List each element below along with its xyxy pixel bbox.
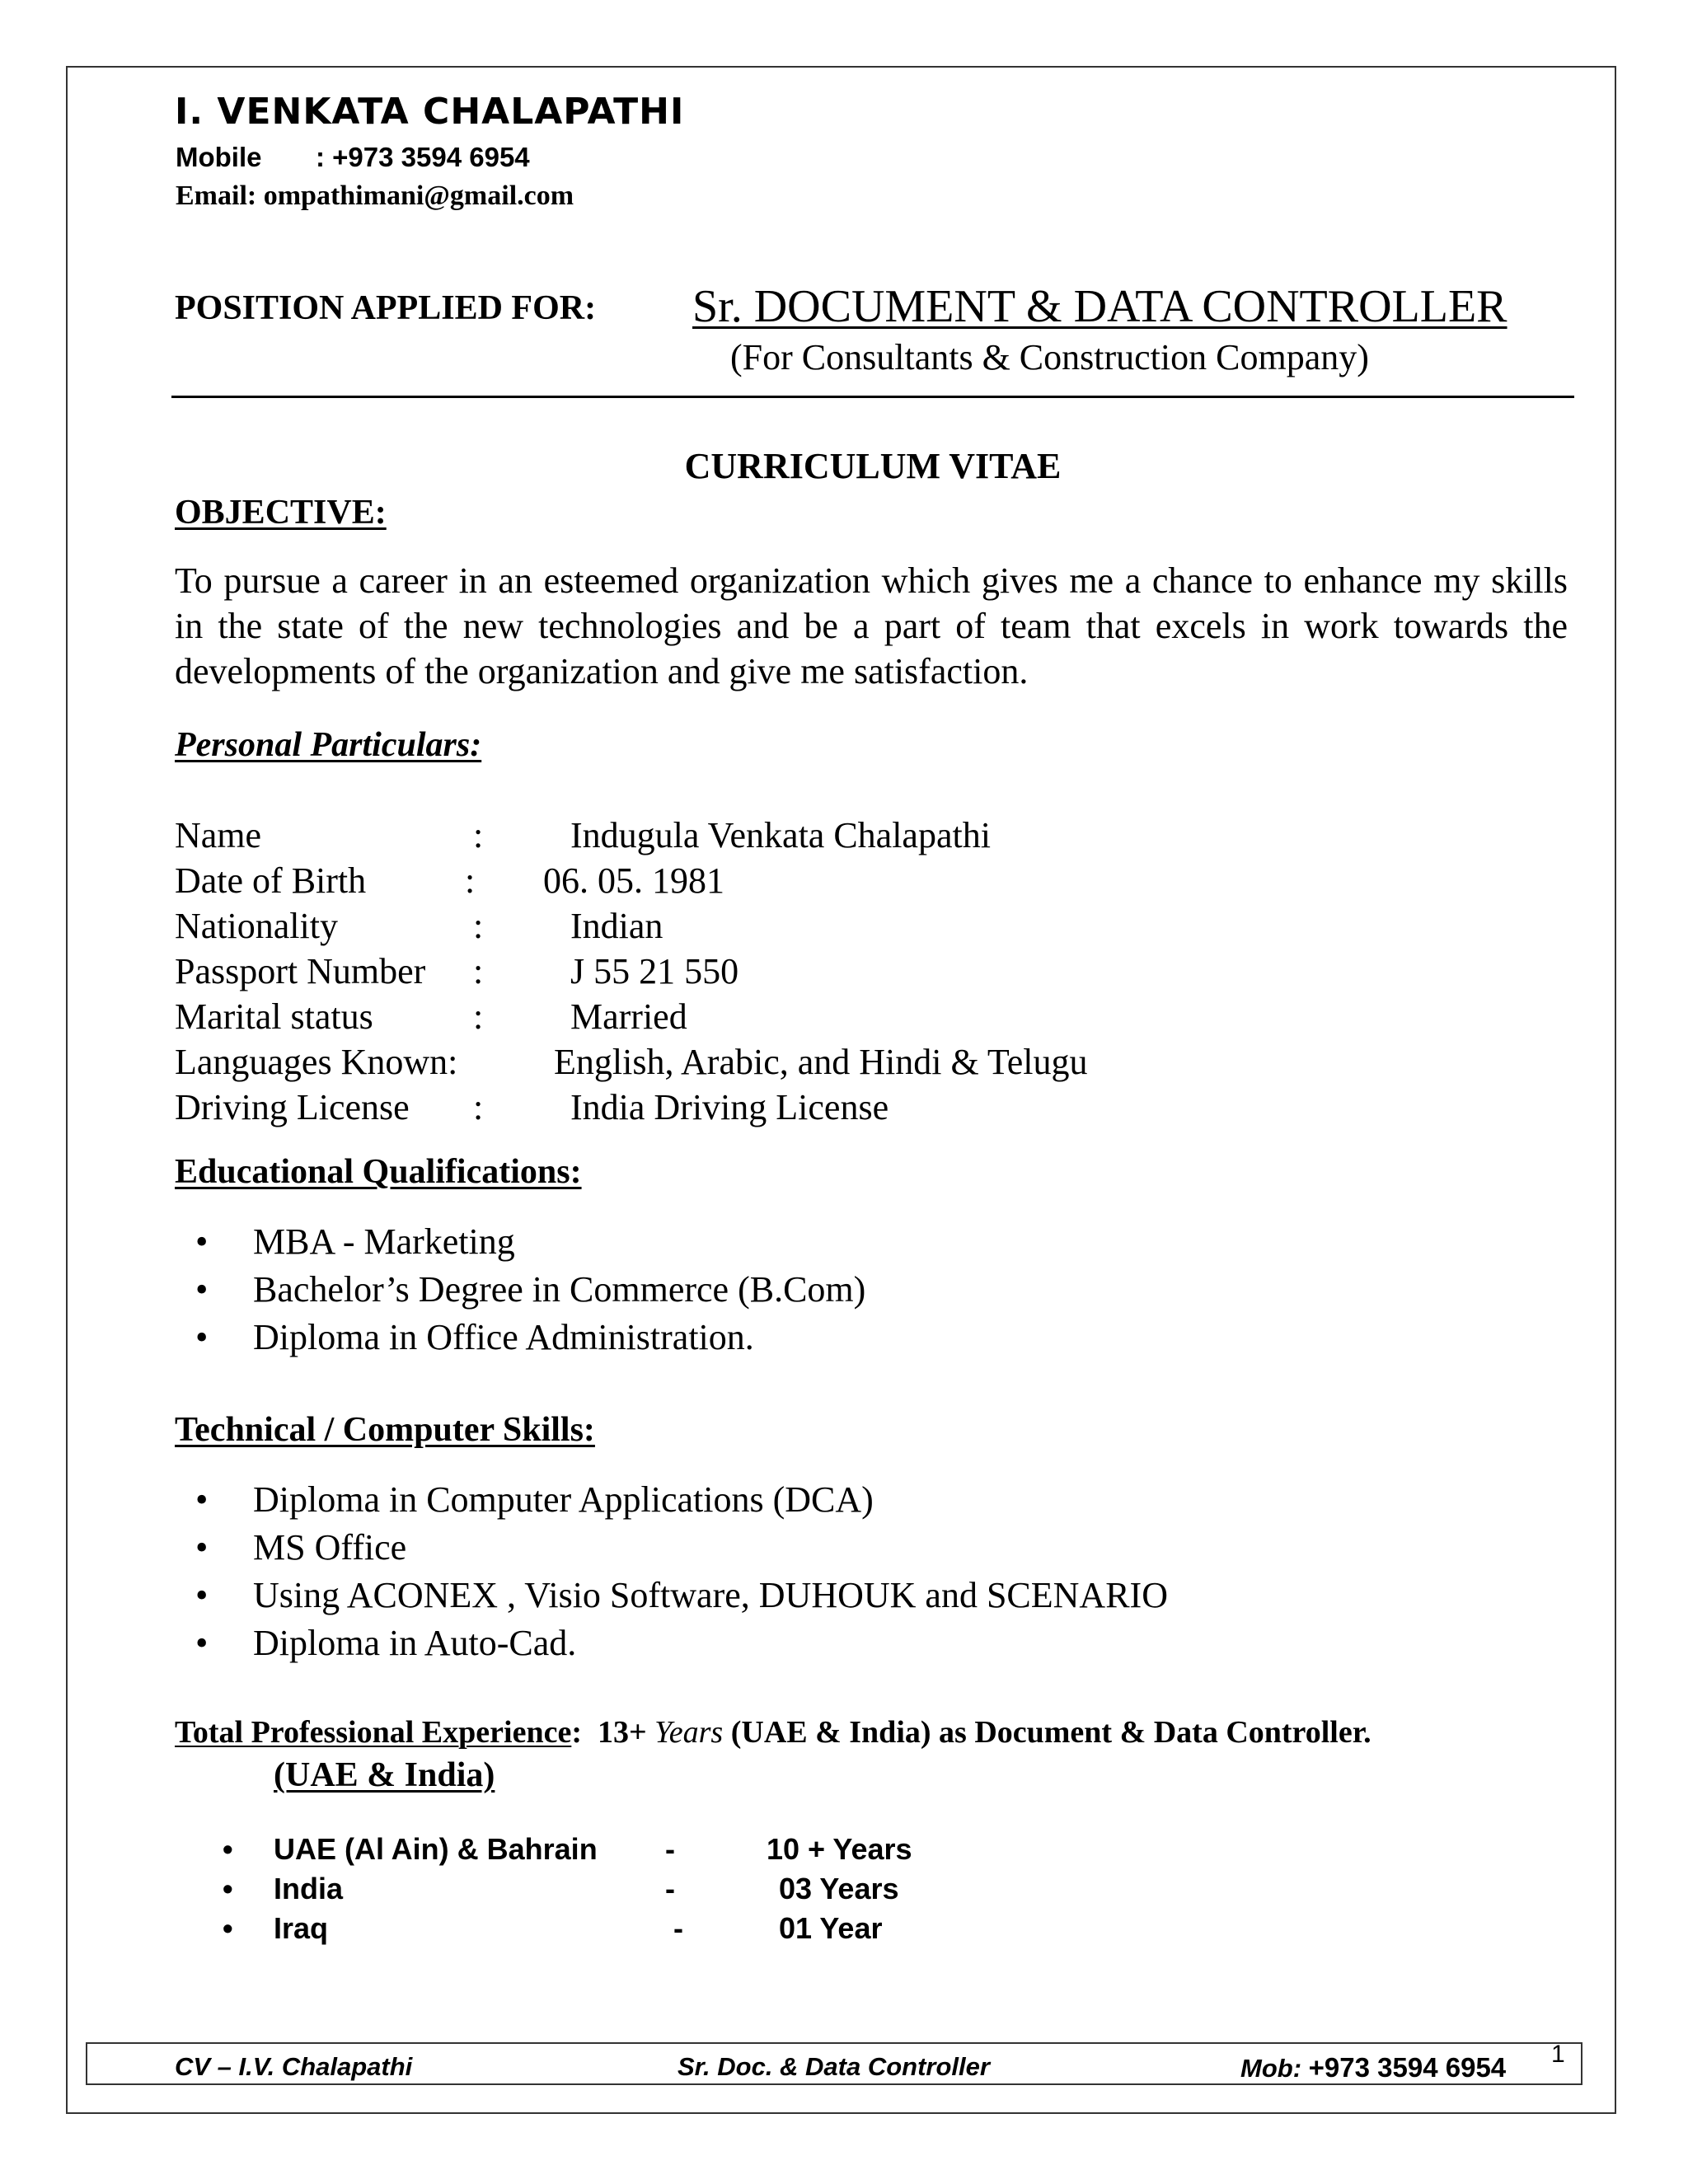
personal-label: Date of Birth xyxy=(175,860,367,901)
footer-mob-number: +973 3594 6954 xyxy=(1308,2052,1507,2083)
personal-colon: : xyxy=(465,860,476,901)
personal-colon: : xyxy=(473,951,484,991)
experience-duration: 01 Year xyxy=(779,1911,883,1945)
personal-heading: Personal Particulars: xyxy=(175,726,482,764)
bullet-icon: • xyxy=(223,1832,233,1866)
personal-colon: : xyxy=(473,906,484,946)
list-item: • MS Office xyxy=(175,1524,1168,1572)
personal-value: Indugula Venkata Chalapathi xyxy=(570,815,991,855)
footer-mobile xyxy=(1240,2052,1506,2083)
candidate-name: I. VENKATA CHALAPATHI xyxy=(175,91,685,133)
list-item: • MBA - Marketing xyxy=(175,1218,865,1266)
experience-dash: - xyxy=(673,1911,683,1945)
bullet-icon: • xyxy=(195,1221,209,1262)
personal-label: Driving License xyxy=(175,1087,410,1127)
personal-value: Married xyxy=(570,996,687,1037)
footer-center: Sr. Doc. & Data Controller xyxy=(678,2052,990,2081)
experience-dash: - xyxy=(665,1872,675,1905)
personal-label: Nationality xyxy=(175,906,338,946)
personal-value: J 55 21 550 xyxy=(570,951,739,991)
personal-label: Marital status xyxy=(175,996,373,1037)
experience-subheading: (UAE & India) xyxy=(274,1756,495,1794)
objective-heading: OBJECTIVE: xyxy=(175,494,387,532)
personal-label: Name xyxy=(175,815,262,855)
personal-value: 06. 05. 1981 xyxy=(543,860,724,901)
page-number: 1 xyxy=(1551,2041,1565,2068)
personal-label: Languages Known: xyxy=(175,1042,458,1082)
personal-value: India Driving License xyxy=(570,1087,889,1127)
bullet-icon: • xyxy=(223,1911,233,1945)
education-list xyxy=(175,1218,865,1361)
bullet-icon: • xyxy=(195,1269,209,1310)
experience-duration: 03 Years xyxy=(779,1872,899,1905)
bullet-icon: • xyxy=(195,1575,209,1615)
experience-summary: Total Professional Experience: 13+ Years (UAE & India) as Document & Data Controller. xyxy=(175,1715,1372,1750)
experience-region: India xyxy=(274,1872,344,1905)
list-item: • Bachelor’s Degree in Commerce (B.Com) xyxy=(175,1266,865,1314)
bullet-icon: • xyxy=(195,1623,209,1663)
mobile-value: : +973 3594 6954 xyxy=(316,142,530,172)
experience-duration: 10 + Years xyxy=(767,1832,912,1866)
position-label: POSITION APPLIED FOR: xyxy=(175,289,597,327)
email-line: Email: ompathimani@gmail.com xyxy=(176,180,574,211)
footer-left: CV – I.V. Chalapathi xyxy=(175,2052,413,2081)
skills-heading: Technical / Computer Skills: xyxy=(175,1411,595,1449)
personal-colon: : xyxy=(473,815,484,855)
list-item: • Diploma in Auto-Cad. xyxy=(175,1619,1168,1667)
personal-value: English, Arabic, and Hindi & Telugu xyxy=(554,1042,1088,1082)
bullet-icon: • xyxy=(223,1872,233,1905)
list-item: • Diploma in Computer Applications (DCA) xyxy=(175,1476,1168,1524)
mobile-label: Mobile xyxy=(176,142,262,172)
personal-colon: : xyxy=(473,1087,484,1127)
experience-dash: - xyxy=(665,1832,675,1866)
position-title: Sr. DOCUMENT & DATA CONTROLLER xyxy=(692,281,1507,332)
experience-region: UAE (Al Ain) & Bahrain xyxy=(274,1832,598,1866)
experience-region: Iraq xyxy=(274,1911,329,1945)
header-divider xyxy=(171,396,1574,398)
footer-mob-label: Mob: xyxy=(1240,2054,1302,2083)
personal-value: Indian xyxy=(570,906,663,946)
personal-colon: : xyxy=(473,996,484,1037)
bullet-icon: • xyxy=(195,1317,209,1357)
personal-label: Passport Number xyxy=(175,951,426,991)
bullet-icon: • xyxy=(195,1479,209,1520)
list-item: • Using ACONEX , Visio Software, DUHOUK and SCENARIO xyxy=(175,1572,1168,1619)
bullet-icon: • xyxy=(195,1527,209,1568)
objective-text: To pursue a career in an esteemed organization which gives me a chance to enhance my skills in the state of the new technologies and be a part of team that excels in work towards the developments of the organization and give me satisfaction. xyxy=(175,560,1568,691)
experience-heading: Total Professional Experience xyxy=(175,1715,572,1750)
list-item: • Diploma in Office Administration. xyxy=(175,1314,865,1361)
education-heading: Educational Qualifications: xyxy=(175,1153,582,1191)
position-subtitle: (For Consultants & Construction Company) xyxy=(730,337,1369,377)
mobile-line xyxy=(176,142,530,173)
document-title: CURRICULUM VITAE xyxy=(684,446,1062,486)
skills-list xyxy=(175,1476,1168,1667)
